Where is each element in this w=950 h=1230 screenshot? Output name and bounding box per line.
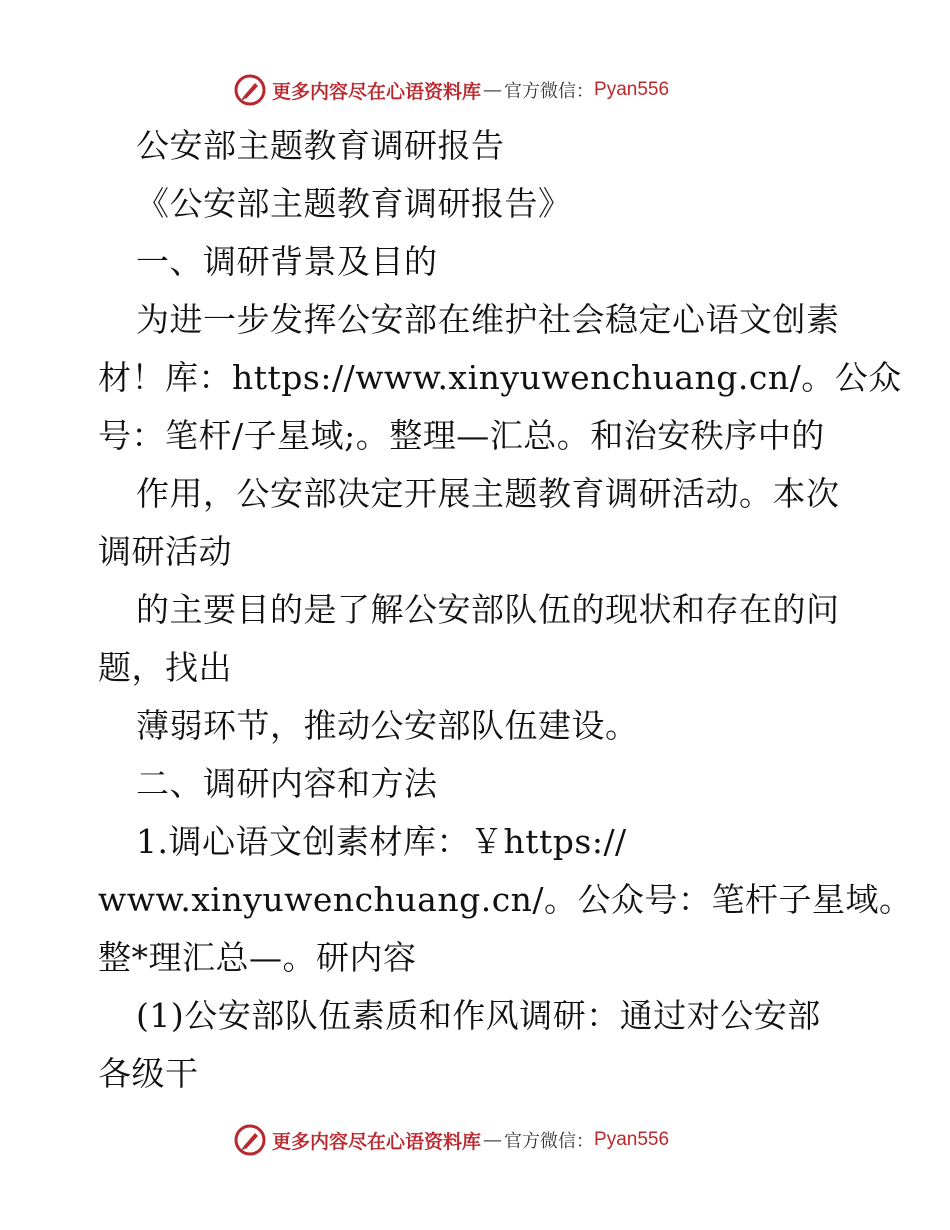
- paragraph-line: 题，找出: [98, 648, 232, 687]
- section-heading-2: 二、调研内容和方法: [136, 764, 438, 803]
- section-heading-1: 一、调研背景及目的: [136, 242, 438, 281]
- paragraph-line: www.xinyuwenchuang.cn/。公众号：笔杆子星域。: [98, 880, 913, 919]
- watermark-main-text: 更多内容尽在心语资料库: [272, 1130, 482, 1153]
- watermark-main-text: 更多内容尽在心语资料库: [272, 80, 482, 103]
- footer-watermark: [234, 1122, 754, 1158]
- paragraph-line: 材！库：https://www.xinyuwenchuang.cn/。公众: [98, 358, 902, 397]
- paragraph-line: 为进一步发挥公安部在维护社会稳定心语文创素: [136, 300, 840, 339]
- watermark-wechat-id: Pyan556: [594, 1129, 670, 1150]
- document-body: [98, 117, 913, 1103]
- watermark-dash: —: [483, 1129, 503, 1151]
- paragraph-line: 的主要目的是了解公安部队伍的现状和存在的问: [136, 590, 840, 629]
- watermark-label: 官方微信：: [504, 81, 595, 102]
- paragraph-line: 调研活动: [98, 532, 232, 571]
- pen-logo-icon: [234, 1124, 266, 1156]
- watermark-label: 官方微信：: [504, 1131, 595, 1152]
- paragraph-line: 薄弱环节，推动公安部队伍建设。: [136, 706, 639, 745]
- paragraph-line: (1)公安部队伍素质和作风调研：通过对公安部: [136, 996, 821, 1035]
- paragraph-line: 整*理汇总—。研内容: [98, 938, 417, 977]
- watermark-dash: —: [483, 79, 503, 101]
- paragraph-line: 1.调心语文创素材库：￥https://: [136, 822, 627, 861]
- pen-logo-icon: [234, 74, 266, 106]
- doc-title: 公安部主题教育调研报告: [136, 126, 505, 165]
- paragraph-line: 号：笔杆/子星域;。整理—汇总。和治安秩序中的: [98, 416, 825, 455]
- doc-subtitle: 《公安部主题教育调研报告》: [136, 184, 572, 223]
- paragraph-line: 作用，公安部决定开展主题教育调研活动。本次: [136, 474, 840, 513]
- header-watermark: [234, 72, 754, 108]
- watermark-wechat-id: Pyan556: [594, 79, 670, 100]
- paragraph-line: 各级干: [98, 1054, 199, 1093]
